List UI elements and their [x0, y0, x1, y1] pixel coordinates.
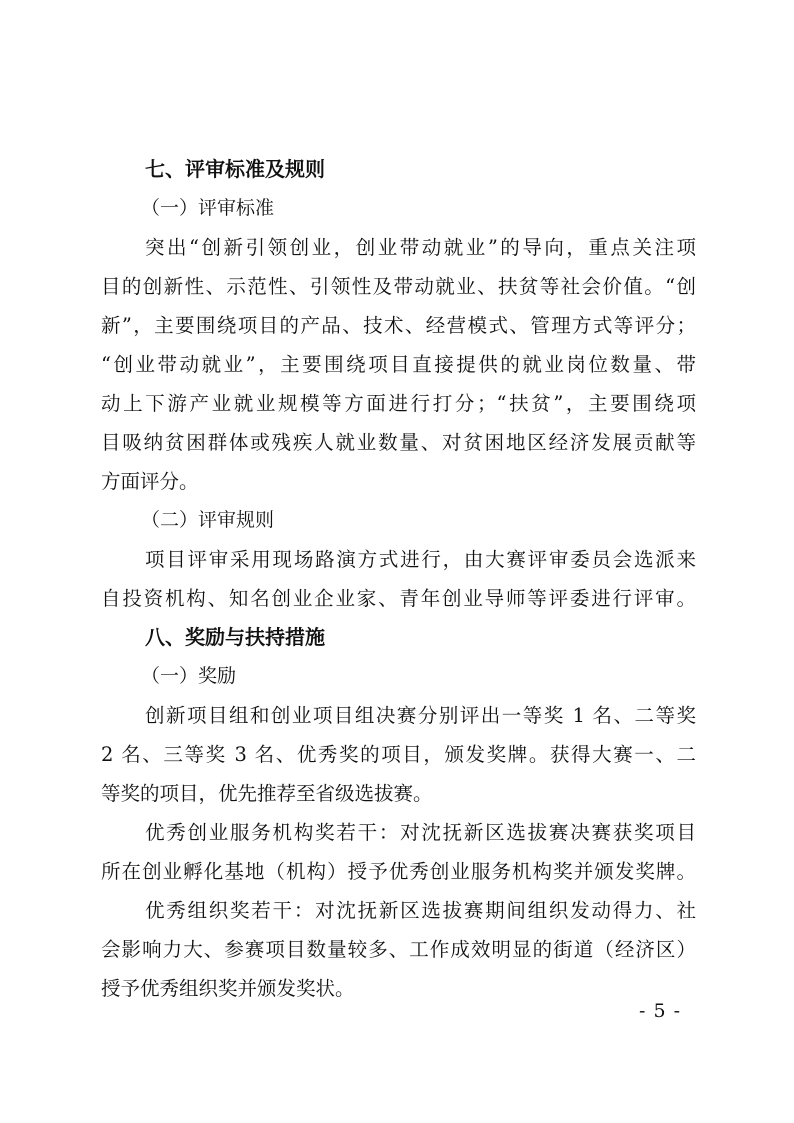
paragraph-line: 授予优秀组织奖并颁发奖状。: [101, 977, 355, 1000]
paragraph-line: 所在创业孵化基地（机构）授予优秀创业服务机构奖并颁发奖牌。: [101, 860, 696, 883]
page-content: [101, 150, 696, 1008]
section-7-2-heading: （二）评审规则: [141, 509, 275, 531]
paragraph-line: 创新项目组和创业项目组决赛分别评出一等奖 1 名、二等奖: [145, 704, 696, 727]
paragraph-line: 方面评分。: [101, 470, 199, 493]
paragraph-line: 动上下游产业就业规模等方面进行打分；“扶贫”，主要围绕项: [101, 392, 696, 415]
paragraph-line: 自投资机构、知名创业企业家、青年创业导师等评委进行评审。: [101, 587, 696, 610]
paragraph-line: 目吸纳贫困群体或残疾人就业数量、对贫困地区经济发展贡献等: [101, 431, 696, 454]
paragraph-line: 突出“创新引领创业，创业带动就业”的导向，重点关注项: [145, 236, 696, 259]
paragraph-line: 2 名、三等奖 3 名、优秀奖的项目，颁发奖牌。获得大赛一、二: [101, 743, 696, 766]
paragraph-line: “创业带动就业”，主要围绕项目直接提供的就业岗位数量、带: [101, 353, 696, 376]
page-number: - 5 -: [638, 1000, 681, 1022]
section-7-1-heading: （一）评审标准: [141, 197, 275, 219]
paragraph-line: 优秀创业服务机构奖若干：对沈抚新区选拔赛决赛获奖项目: [145, 821, 696, 844]
section-8-heading: 八、奖励与扶持措施: [145, 625, 325, 649]
paragraph-line: 项目评审采用现场路演方式进行，由大赛评审委员会选派来: [145, 548, 696, 571]
section-8-1-heading: （一）奖励: [141, 665, 237, 687]
section-7-heading: 七、评审标准及规则: [145, 157, 325, 181]
paragraph-line: 优秀组织奖若干：对沈抚新区选拔赛期间组织发动得力、社: [145, 899, 696, 922]
paragraph-line: 会影响力大、参赛项目数量较多、工作成效明显的街道（经济区）: [101, 938, 696, 961]
paragraph-line: 等奖的项目，优先推荐至省级选拔赛。: [101, 782, 433, 805]
paragraph-line: 新”，主要围绕项目的产品、技术、经营模式、管理方式等评分；: [101, 314, 696, 337]
paragraph-line: 目的创新性、示范性、引领性及带动就业、扶贫等社会价值。“创: [101, 275, 696, 298]
